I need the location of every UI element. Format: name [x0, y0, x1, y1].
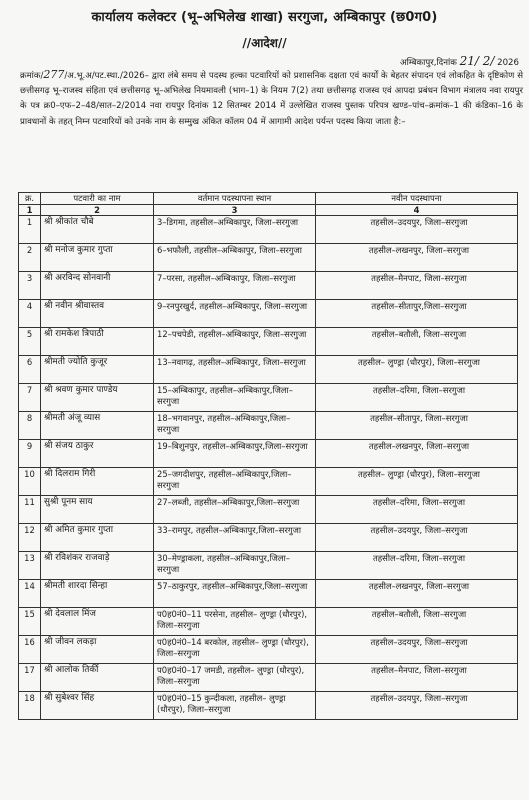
table-row: [19, 608, 518, 636]
row-current-posting: 30–मेण्ड्राकला, तहसील–अम्बिकापुर,जिला–सरगुजा: [154, 552, 316, 580]
col-number: 4: [316, 205, 518, 216]
row-serial: 13: [19, 552, 41, 580]
row-new-posting: तहसील–सीतापुर, जिला–सरगुजा: [316, 412, 518, 440]
row-new-posting: तहसील–लखनपुर, जिला–सरगुजा: [316, 580, 518, 608]
row-new-posting: तहसील–दरिमा, जिला–सरगुजा: [316, 552, 518, 580]
row-new-posting: तहसील–दरिमा, जिला–सरगुजा: [316, 496, 518, 524]
row-current-posting: 13–नवागढ़, तहसील–अम्बिकापुर, जिला–सरगुजा: [154, 356, 316, 384]
row-patwari-name: श्री रविशंकर राजवाड़े: [41, 552, 154, 580]
row-serial: 14: [19, 580, 41, 608]
transfer-table: [18, 192, 518, 720]
table-row: [19, 552, 518, 580]
row-serial: 16: [19, 636, 41, 664]
handwritten-order-number: 277: [43, 68, 65, 81]
row-new-posting: तहसील–लखनपुर, जिला–सरगुजा: [316, 440, 518, 468]
table-row: [19, 692, 518, 720]
table-row: [19, 580, 518, 608]
row-patwari-name: श्री मनोज कुमार गुप्ता: [41, 244, 154, 272]
col-number: 3: [154, 205, 316, 216]
row-serial: 1: [19, 216, 41, 244]
table-row: [19, 300, 518, 328]
row-current-posting: 15–अम्बिकापुर, तहसील–अम्बिकापुर,जिला–सरगुजा: [154, 384, 316, 412]
table-row: [19, 244, 518, 272]
table-row: [19, 468, 518, 496]
row-current-posting: प0ह0नं0–14 बरकोल, तहसील– लुण्ड्रा (धौरपुर), जिला–सरगुजा: [154, 636, 316, 664]
row-current-posting: प0ह0नं0–11 परसेना, तहसील– लुण्ड्रा (धौरपुर), जिला–सरगुजा: [154, 608, 316, 636]
row-new-posting: तहसील–उदयपुर, जिला–सरगुजा: [316, 524, 518, 552]
row-new-posting: तहसील–सीतापुर,जिला–सरगुजा: [316, 300, 518, 328]
row-serial: 9: [19, 440, 41, 468]
row-patwari-name: श्री आलोक तिर्की: [41, 664, 154, 692]
row-serial: 8: [19, 412, 41, 440]
row-serial: 17: [19, 664, 41, 692]
row-new-posting: तहसील– लुण्ड्रा (धौरपुर), जिला–सरगुजा: [316, 468, 518, 496]
row-new-posting: तहसील–बतौली, जिला–सरगुजा: [316, 328, 518, 356]
row-serial: 11: [19, 496, 41, 524]
row-current-posting: 19–बिशुनपुर, तहसील–अम्बिकापुर,जिला–सरगुजा: [154, 440, 316, 468]
row-serial: 3: [19, 272, 41, 300]
header-new-posting: नवीन पदस्थापना: [316, 193, 518, 205]
row-new-posting: तहसील–बतौली, जिला–सरगुजा: [316, 608, 518, 636]
row-current-posting: 57–ठाकुरपुर, तहसील–अम्बिकापुर,जिला–सरगुजा: [154, 580, 316, 608]
row-current-posting: 33–रामपुर, तहसील–अम्बिकापुर,जिला–सरगुजा: [154, 524, 316, 552]
office-title: कार्यालय कलेक्टर (भू–अभिलेख शाखा) सरगुजा, अम्बिकापुर (छ0ग0): [91, 10, 438, 25]
row-patwari-name: श्री जीवन लकड़ा: [41, 636, 154, 664]
row-patwari-name: श्री श्रीकांत चौबे: [41, 216, 154, 244]
row-new-posting: तहसील–उदयपुर, जिला–सरगुजा: [316, 636, 518, 664]
row-patwari-name: श्री श्रवण कुमार पाण्डेय: [41, 384, 154, 412]
row-current-posting: 18–भगवानपुर, तहसील–अम्बिकापुर,जिला–सरगुजा: [154, 412, 316, 440]
order-body-text: /अ.भू.अ/पट.स्था./2026– द्वारा लंबे समय से पदस्थ हल्का पटवारियों को प्रशासनिक दक्षता एवं कार्यों के बेहतर संपादन एवं लोकहित के दृष्टिकोण से छत्तीसगढ़ भू–राजस्व संहिता एवं छत्तीसगढ़ भू–अभिलेख नियमावली (भाग–1) के नियम 7(2) तथा छत्तीसगढ़ राजस्व एवं आपदा प्रबंधन विभाग मंत्रालय नवा रायपुर के पत्र क्र0–एफ–2–48/सात–2/2014 नवा रायपुर दिनांक 12 सितम्बर 2014 में उल्लेखित राजस्व पुस्तक परिपत्र खण्ड–पांच–क्रमांक–1 की कंडिका–16 के प्रावधानों के तहत् निम्न पटवारियों को उनके नाम के सम्मुख अंकित कॉलम 04 में आगामी आदेश पर्यन्त पदस्थ किया जाता है:–: [20, 71, 523, 127]
date-prefix: अम्बिकापुर,दिनांक: [400, 58, 457, 68]
table-body: [19, 216, 518, 720]
table-row: [19, 384, 518, 412]
header-name: पटवारी का नाम: [41, 193, 154, 205]
table-row: [19, 328, 518, 356]
row-serial: 15: [19, 608, 41, 636]
row-new-posting: तहसील–लखनपुर, जिला–सरगुजा: [316, 244, 518, 272]
row-patwari-name: श्री देवलाल मिंज: [41, 608, 154, 636]
col-number: 2: [41, 205, 154, 216]
row-new-posting: तहसील– लुण्ड्रा (धौरपुर), जिला–सरगुजा: [316, 356, 518, 384]
row-patwari-name: श्री दिलराम गिरी: [41, 468, 154, 496]
row-patwari-name: श्री सुबेश्वर सिंह: [41, 692, 154, 720]
row-patwari-name: श्री अरविन्द सोनवानी: [41, 272, 154, 300]
table-row: [19, 216, 518, 244]
table-row: [19, 524, 518, 552]
row-new-posting: तहसील–दरिमा, जिला–सरगुजा: [316, 384, 518, 412]
row-current-posting: प0ह0नं0–17 जमडी, तहसील– लुण्ड्रा (धौरपुर), जिला–सरगुजा: [154, 664, 316, 692]
header-current-posting: वर्तमान पदस्थापना स्थान: [154, 193, 316, 205]
row-patwari-name: श्री नवीन श्रीवास्तव: [41, 300, 154, 328]
row-new-posting: तहसील–मैनपाट, जिला–सरगुजा: [316, 272, 518, 300]
row-serial: 7: [19, 384, 41, 412]
row-serial: 18: [19, 692, 41, 720]
table-row: [19, 440, 518, 468]
column-number-row: [19, 205, 518, 216]
handwritten-date: 21/ 2/: [459, 54, 495, 68]
date-line: [400, 54, 519, 68]
table-row: [19, 664, 518, 692]
row-serial: 6: [19, 356, 41, 384]
row-patwari-name: श्री रामकेश त्रिपाठी: [41, 328, 154, 356]
row-current-posting: 7–परसा, तहसील–अम्बिकापुर, जिला–सरगुजा: [154, 272, 316, 300]
order-paragraph: [20, 67, 523, 130]
row-current-posting: 3–डिगमा, तहसील–अम्बिकापुर, जिला–सरगुजा: [154, 216, 316, 244]
table-row: [19, 412, 518, 440]
row-current-posting: 6–भफौली, तहसील–अम्बिकापुर, जिला–सरगुजा: [154, 244, 316, 272]
date-year: 2026: [497, 58, 519, 68]
order-number-prefix: क्रमांक/: [20, 71, 44, 81]
row-patwari-name: श्री अमित कुमार गुप्ता: [41, 524, 154, 552]
row-new-posting: तहसील–उदयपुर, जिला–सरगुजा: [316, 692, 518, 720]
row-serial: 4: [19, 300, 41, 328]
row-patwari-name: श्रीमती ज्योति कुजूर: [41, 356, 154, 384]
table-header-row: [19, 193, 518, 205]
row-new-posting: तहसील–उदयपुर, जिला–सरगुजा: [316, 216, 518, 244]
row-serial: 2: [19, 244, 41, 272]
row-patwari-name: सुश्री पूनम साय: [41, 496, 154, 524]
table-row: [19, 356, 518, 384]
row-serial: 10: [19, 468, 41, 496]
row-current-posting: प0ह0नं0–15 कुन्दीकला, तहसील– लुण्ड्रा (धौरपुर), जिला–सरगुजा: [154, 692, 316, 720]
row-serial: 5: [19, 328, 41, 356]
row-current-posting: 27–लब्जी, तहसील–अम्बिकापुर,जिला–सरगुजा: [154, 496, 316, 524]
row-new-posting: तहसील–मैनपाट, जिला–सरगुजा: [316, 664, 518, 692]
row-current-posting: 25–जगदीशपुर, तहसील–अम्बिकापुर,जिला–सरगुजा: [154, 468, 316, 496]
row-patwari-name: श्रीमती अंजू व्यास: [41, 412, 154, 440]
row-patwari-name: श्री संजय ठाकुर: [41, 440, 154, 468]
order-heading: //आदेश//: [242, 36, 287, 50]
row-current-posting: 12–पचपेडी, तहसील–अम्बिकापुर, जिला–सरगुजा: [154, 328, 316, 356]
table-row: [19, 272, 518, 300]
table-row: [19, 636, 518, 664]
row-patwari-name: श्रीमती शारदा सिन्हा: [41, 580, 154, 608]
row-current-posting: 9–रनपुरखुर्द, तहसील–अम्बिकापुर, जिला–सरगुजा: [154, 300, 316, 328]
col-number: 1: [19, 205, 41, 216]
row-serial: 12: [19, 524, 41, 552]
header-sn: क्र.: [19, 193, 41, 205]
table-row: [19, 496, 518, 524]
